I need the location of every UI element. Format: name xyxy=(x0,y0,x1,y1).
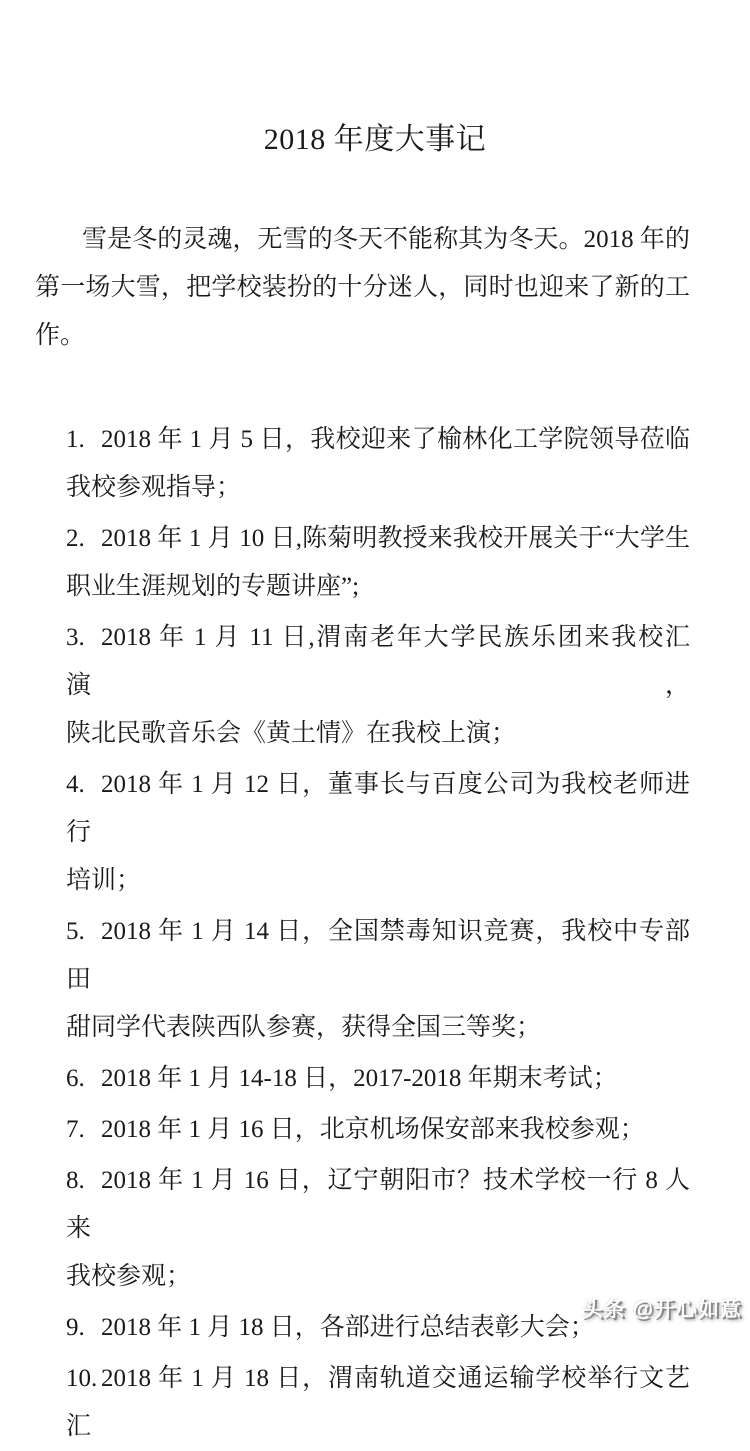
item-line: 8. 2018 年 1 月 16 日，辽宁朝阳市？技术学校一行 8 人来 xyxy=(66,1157,690,1253)
item-line: 陕北民歌音乐会《黄土情》在我校上演； xyxy=(66,720,517,747)
toutiao-watermark: 头条 @开心如意 xyxy=(581,1298,742,1321)
intro-line: 第一场大雪，把学校装扮的十分迷人，同时也迎来了新的工 xyxy=(35,274,690,301)
item-number: 3. xyxy=(66,624,85,651)
item-line: 7. 2018 年 1 月 16 日，北京机场保安部来我校参观； xyxy=(66,1106,690,1154)
item-line: 3. 2018 年 1 月 11 日,渭南老年大学民族乐团来我校汇演， xyxy=(66,614,690,710)
item-number: 5. xyxy=(66,918,85,945)
list-item xyxy=(66,1055,690,1103)
item-line: 2. 2018 年 1 月 10 日,陈菊明教授来我校开展关于“大学生 xyxy=(66,515,690,563)
item-line: 4. 2018 年 1 月 12 日，董事长与百度公司为我校老师进行 xyxy=(66,761,690,857)
document-title: 2018 年度大事记 xyxy=(263,123,487,156)
list-item xyxy=(66,761,690,905)
item-number: 8. xyxy=(66,1167,85,1194)
item-number: 10. xyxy=(66,1365,98,1392)
list-item xyxy=(66,416,690,512)
item-line: 培训； xyxy=(66,867,142,894)
intro-line: 作。 xyxy=(35,322,86,349)
item-line: 10. 2018 年 1 月 18 日，渭南轨道交通运输学校举行文艺汇 xyxy=(66,1355,690,1451)
list-item xyxy=(66,1106,690,1154)
intro-line: 雪是冬的灵魂，无雪的冬天不能称其为冬天。2018 年的 xyxy=(82,226,690,253)
item-number: 4. xyxy=(66,771,85,798)
item-number: 1. xyxy=(66,426,85,453)
list-item xyxy=(66,908,690,1052)
item-line: 6. 2018 年 1 月 14-18 日，2017-2018 年期末考试； xyxy=(66,1055,690,1103)
item-line: 职业生涯规划的专题讲座”; xyxy=(66,573,360,600)
item-line: 我校参观； xyxy=(66,1263,192,1290)
list-item xyxy=(66,1157,690,1301)
item-line: 9. 2018 年 1 月 18 日，各部进行总结表彰大会； xyxy=(66,1304,690,1352)
intro-paragraph xyxy=(35,216,690,360)
item-line: 我校参观指导； xyxy=(66,474,242,501)
item-line: 1. 2018 年 1 月 5 日，我校迎来了榆林化工学院领导莅临 xyxy=(66,416,690,464)
item-line: 甜同学代表陕西队参赛，获得全国三等奖； xyxy=(66,1014,542,1041)
item-number: 9. xyxy=(66,1314,85,1341)
item-number: 7. xyxy=(66,1116,85,1143)
list-item xyxy=(66,515,690,611)
list-item xyxy=(66,1355,690,1451)
list-item xyxy=(66,614,690,758)
item-number: 2. xyxy=(66,525,85,552)
item-line: 5. 2018 年 1 月 14 日，全国禁毒知识竞赛，我校中专部田 xyxy=(66,908,690,1004)
item-number: 6. xyxy=(66,1065,85,1092)
